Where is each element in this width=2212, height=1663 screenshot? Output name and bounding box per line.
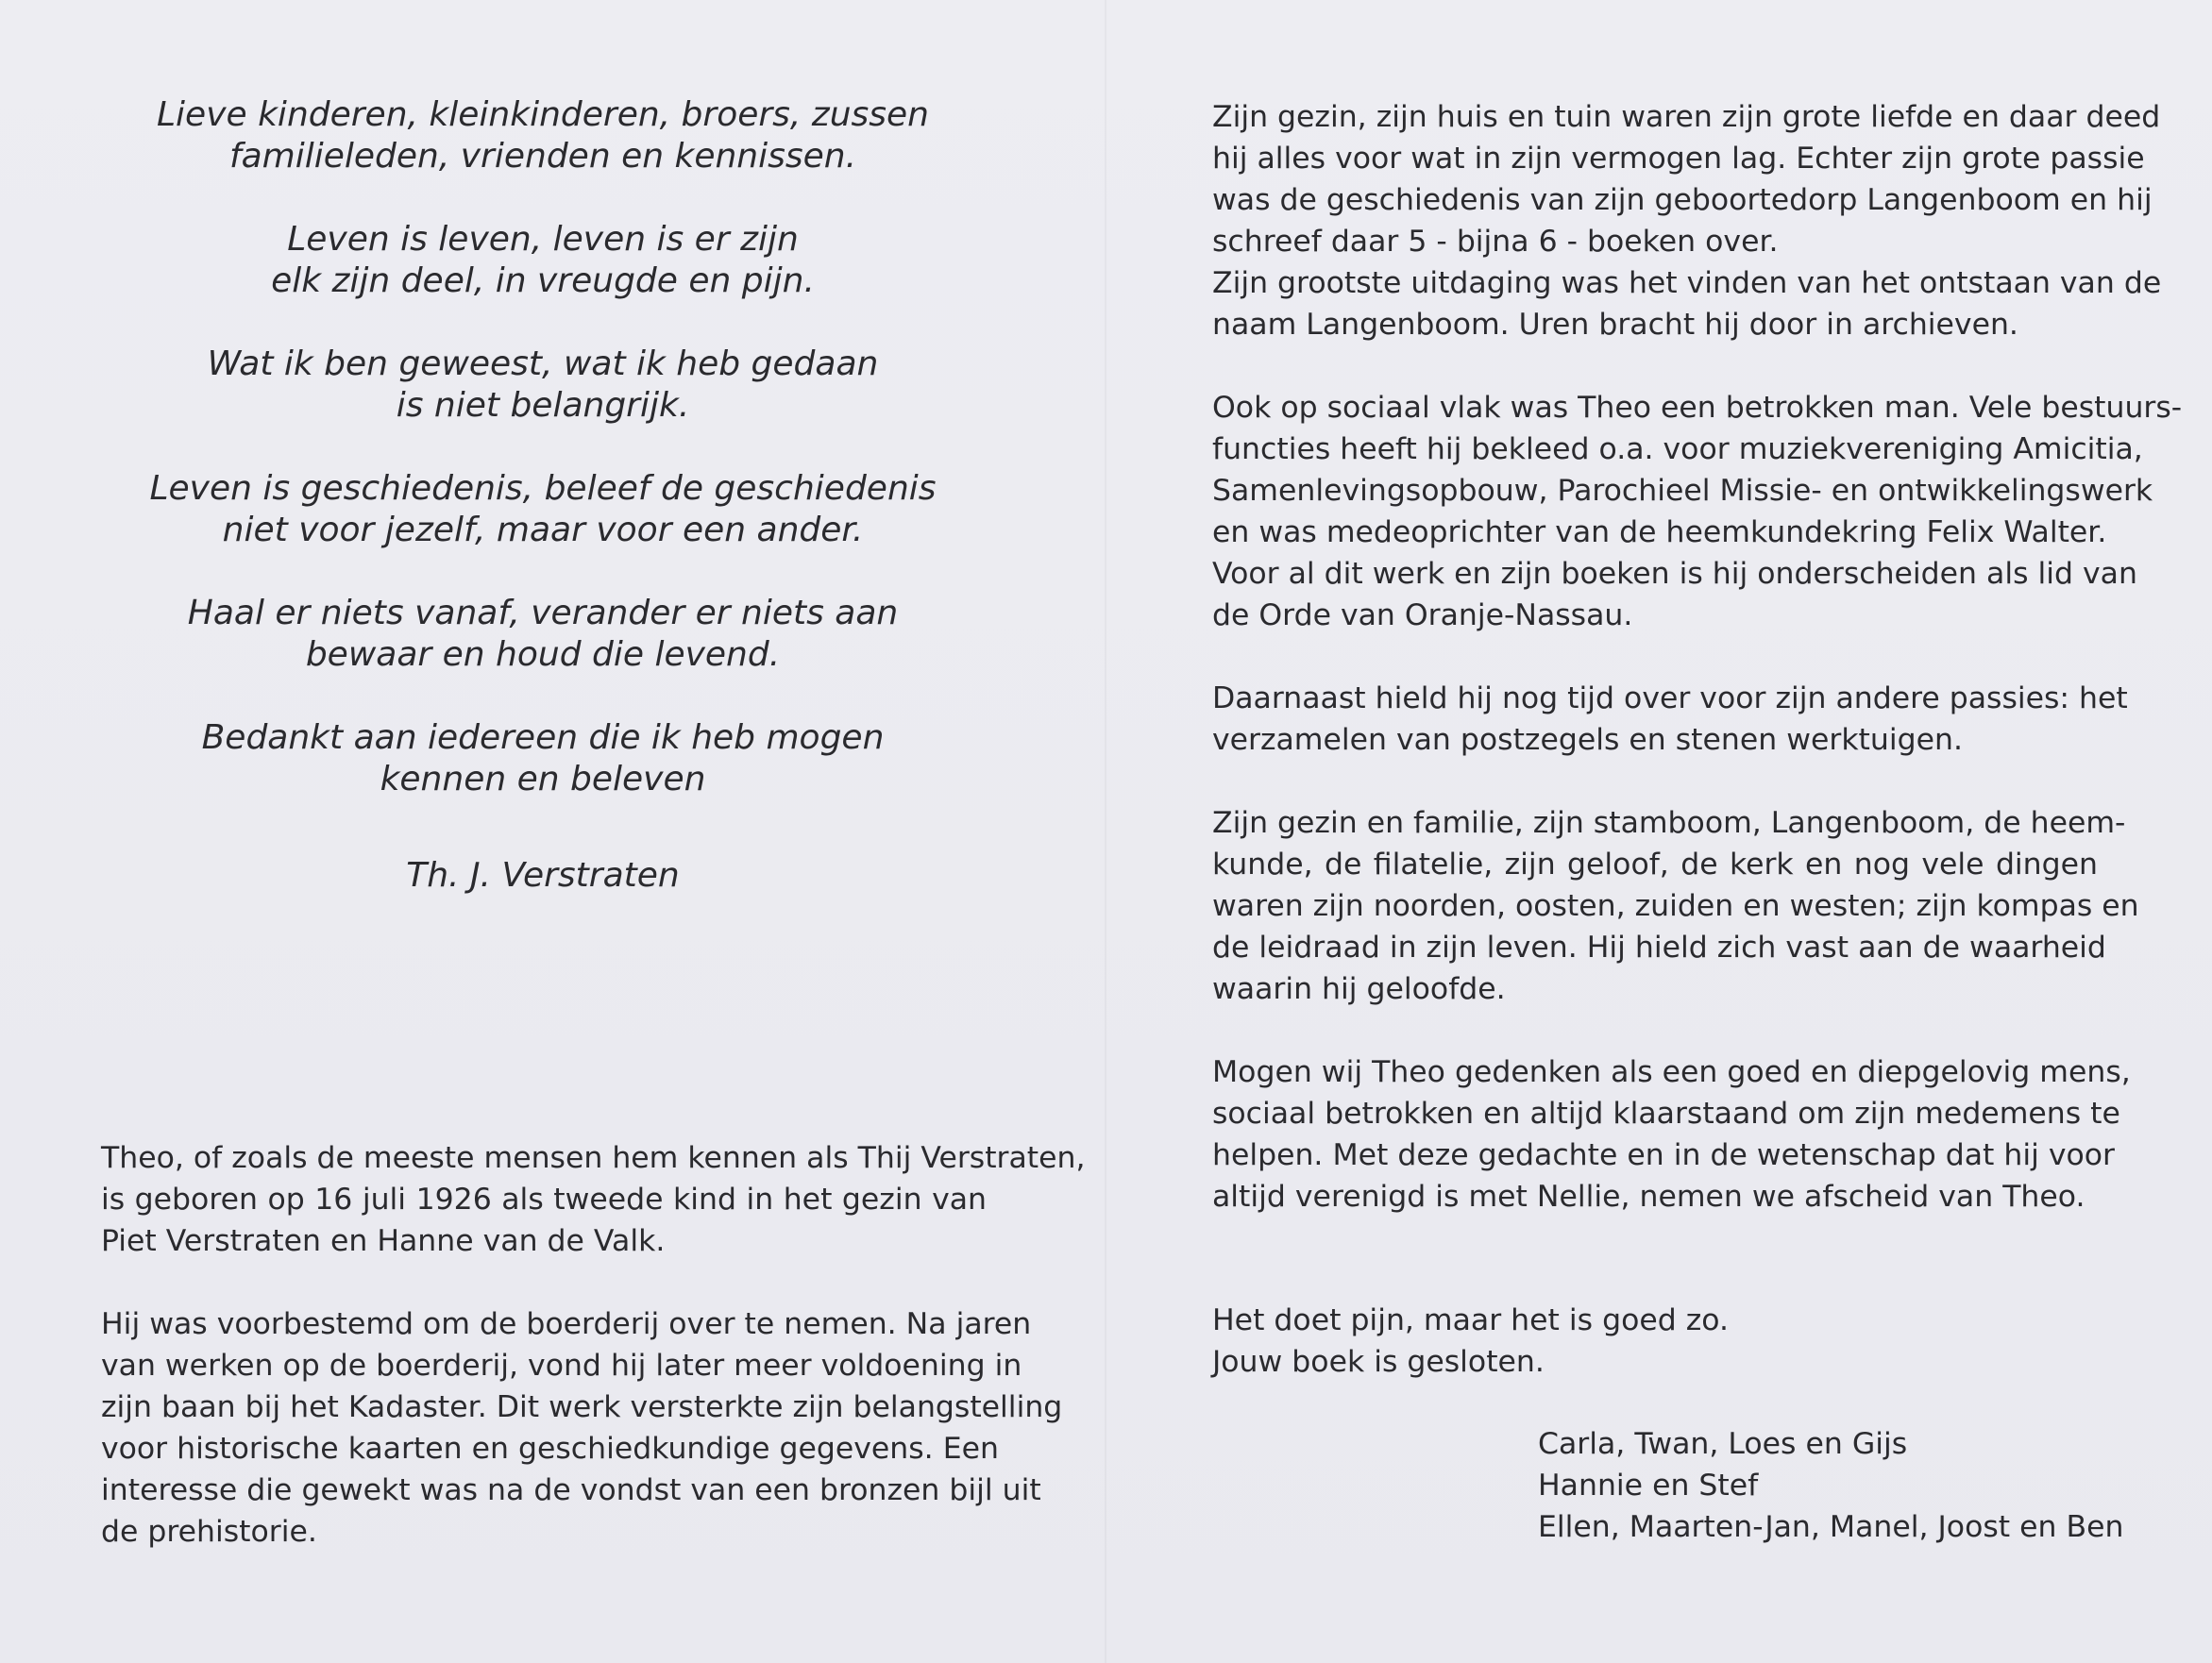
poem-line: kennen en beleven <box>380 760 706 798</box>
poem-line: bewaar en houd die levend. <box>305 635 781 674</box>
text-line: waarin hij geloofde. <box>1212 972 1506 1006</box>
text-line: en was medeoprichter van de heemkundekring Felix Walter. <box>1212 515 2107 549</box>
text-line: Zijn gezin en familie, zijn stamboom, Langenboom, de heem- <box>1212 806 2126 840</box>
text-line: kunde, de filatelie, zijn geloof, de kerk en nog vele dingen <box>1212 848 2098 882</box>
poem-line: familieleden, vrienden en kennissen. <box>228 137 857 176</box>
biography-paragraph <box>1212 96 2162 345</box>
closing-line: Jouw boek is gesloten. <box>1212 1345 1545 1379</box>
text-line: de leidraad in zijn leven. Hij hield zich vast aan de waarheid <box>1212 931 2106 965</box>
poem <box>94 94 991 897</box>
text-line: waren zijn noorden, oosten, zuiden en westen; zijn kompas en <box>1212 889 2139 923</box>
biography-right <box>1212 96 2183 1218</box>
poem-line: Lieve kinderen, kleinkinderen, broers, zussen <box>156 95 929 134</box>
text-line: hij alles voor wat in zijn vermogen lag. Echter zijn grote passie <box>1212 142 2145 176</box>
text-line: voor historische kaarten en geschiedkundige gegevens. Een <box>101 1432 999 1466</box>
text-line: altijd verenigd is met Nellie, nemen we afscheid van Theo. <box>1212 1180 2085 1214</box>
text-line: Hij was voorbestemd om de boerderij over te nemen. Na jaren <box>101 1307 1032 1341</box>
poem-stanza <box>94 593 991 676</box>
poem-stanza <box>94 717 991 800</box>
text-line: Zijn grootste uitdaging was het vinden van het ontstaan van de <box>1212 266 2162 300</box>
family-signatures <box>1538 1423 2123 1548</box>
biography-paragraph <box>101 1303 1063 1553</box>
poem-line: Haal er niets vanaf, verander er niets aan <box>187 594 899 632</box>
text-line: Samenlevingsopbouw, Parochieel Missie- en ontwikkelingswerk <box>1212 474 2153 508</box>
text-line: verzamelen van postzegels en stenen werktuigen. <box>1212 723 1963 757</box>
text-line: Mogen wij Theo gedenken als een goed en diepgelovig mens, <box>1212 1055 2131 1089</box>
card-fold <box>1105 0 1106 1663</box>
text-line: zijn baan bij het Kadaster. Dit werk versterkte zijn belangstelling <box>101 1390 1063 1424</box>
biography-paragraph <box>1212 678 2128 761</box>
biography-paragraph <box>1212 387 2183 636</box>
text-line: Daarnaast hield hij nog tijd over voor zijn andere passies: het <box>1212 681 2128 715</box>
poem-line: elk zijn deel, in vreugde en pijn. <box>271 261 815 300</box>
poem-line: Leven is leven, leven is er zijn <box>287 220 799 259</box>
text-line: sociaal betrokken en altijd klaarstaand om zijn medemens te <box>1212 1097 2120 1131</box>
poem-line: Bedankt aan iedereen die ik heb mogen <box>201 718 885 757</box>
poem-line: Leven is geschiedenis, beleef de geschiedenis <box>149 469 937 508</box>
text-line: Zijn gezin, zijn huis en tuin waren zijn grote liefde en daar deed <box>1212 100 2161 134</box>
poem-stanza <box>94 344 991 427</box>
text-line: is geboren op 16 juli 1926 als tweede kind in het gezin van <box>101 1183 987 1217</box>
poem-line: niet voor jezelf, maar voor een ander. <box>222 511 864 549</box>
text-line: helpen. Met deze gedachte en in de wetenschap dat hij voor <box>1212 1138 2115 1172</box>
signer-line: Carla, Twan, Loes en Gijs <box>1538 1427 1908 1461</box>
text-line: Ook op sociaal vlak was Theo een betrokken man. Vele bestuurs- <box>1212 391 2183 425</box>
poem-stanza <box>94 468 991 551</box>
signer-line: Hannie en Stef <box>1538 1469 1759 1503</box>
text-line: Piet Verstraten en Hanne van de Valk. <box>101 1224 666 1258</box>
signer-line: Ellen, Maarten-Jan, Manel, Joost en Ben <box>1538 1510 2124 1544</box>
text-line: van werken op de boerderij, vond hij later meer voldoening in <box>101 1349 1022 1383</box>
poem-line: Wat ik ben geweest, wat ik heb gedaan <box>207 344 879 383</box>
poem-stanza <box>94 219 991 302</box>
text-line: naam Langenboom. Uren bracht hij door in archieven. <box>1212 308 2018 342</box>
poem-author: Th. J. Verstraten <box>406 856 680 895</box>
text-line: Theo, of zoals de meeste mensen hem kennen als Thij Verstraten, <box>101 1141 1086 1175</box>
biography-paragraph <box>1212 802 2139 1010</box>
text-line: functies heeft hij bekleed o.a. voor muziekvereniging Amicitia, <box>1212 432 2143 466</box>
biography-left <box>101 1137 1086 1553</box>
poem-stanza <box>94 94 991 177</box>
text-line: Voor al dit werk en zijn boeken is hij onderscheiden als lid van <box>1212 557 2137 591</box>
closing-words <box>1212 1300 1729 1383</box>
biography-paragraph <box>101 1137 1086 1262</box>
text-line: de Orde van Oranje-Nassau. <box>1212 598 1633 632</box>
biography-paragraph <box>1212 1051 2131 1218</box>
text-line: schreef daar 5 - bijna 6 - boeken over. <box>1212 225 1779 259</box>
text-line: interesse die gewekt was na de vondst van een bronzen bijl uit <box>101 1473 1041 1507</box>
text-line: de prehistorie. <box>101 1515 317 1549</box>
closing-line: Het doet pijn, maar het is goed zo. <box>1212 1303 1729 1337</box>
poem-line: is niet belangrijk. <box>396 386 690 425</box>
text-line: was de geschiedenis van zijn geboortedorp Langenboom en hij <box>1212 183 2153 217</box>
